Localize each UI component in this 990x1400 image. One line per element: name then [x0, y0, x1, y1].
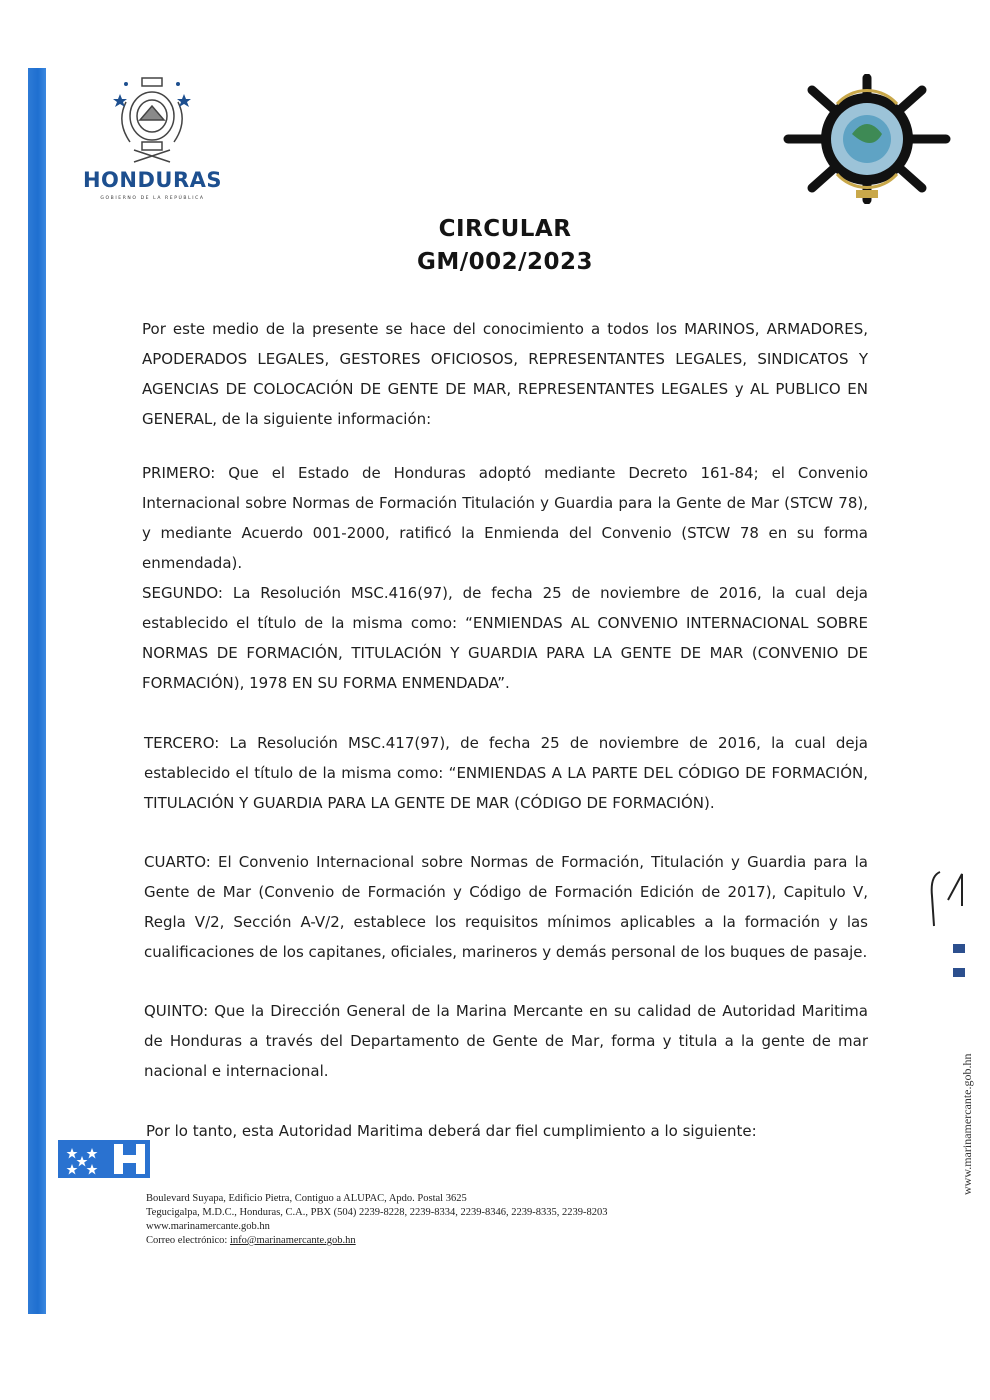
footer-address-line-2: Tegucigalpa, M.D.C., Honduras, C.A., PBX (504) 2239-8228, 2239-8334, 2239-8346, 2239-8335, 2239-8203: [146, 1207, 608, 1218]
side-marker-top: [953, 944, 965, 953]
footer-website[interactable]: www.marinamercante.gob.hn: [146, 1221, 270, 1232]
merchant-marine-seal: [782, 74, 952, 209]
title-line-number: GM/002/2023: [416, 249, 594, 275]
paragraph-intro: Por este medio de la presente se hace del conocimiento a todos los MARINOS, ARMADORES, APODERADOS LEGALES, GESTORES OFICIOSOS, REPRESENTANTES LEGALES, SINDICATOS Y AGENCIAS DE COLOCACIÓN DE GENTE DE MAR, REPRESENTANTES LEGALES y AL PUBLICO EN GENERAL, de la siguiente información:: [142, 320, 868, 428]
side-website: www.marinamercante.gob.hn: [960, 1053, 974, 1195]
h-flag-icon: [58, 1140, 150, 1178]
paragraph-quinto: QUINTO: Que la Dirección General de la Marina Mercante en su calidad de Autoridad Maritima de Honduras a través del Departamento de Gente de Mar, forma y titula a la gente de mar nacional e internacional.: [144, 1002, 868, 1080]
handwritten-initial-icon: [926, 866, 976, 930]
coat-of-arms-icon: [112, 72, 192, 168]
footer-email-label: Correo electrónico:: [146, 1235, 228, 1246]
paragraph-cuarto: CUARTO: El Convenio Internacional sobre Normas de Formación, Titulación y Guardia para la Gente de Mar (Convenio de Formación y Código de Formación Edición de 2017), Capitulo V, Regla V/2, Sección A-V/2, establece los requisitos mínimos aplicables a la formación y las cualificaciones de los capitanes, oficiales, marineros y demás personal de los buques de pasaje.: [144, 853, 868, 961]
footer-email-link[interactable]: info@marinamercante.gob.hn: [229, 1235, 356, 1246]
country-name: HONDURAS: [82, 168, 223, 192]
paragraph-tercero: TERCERO: La Resolución MSC.417(97), de fecha 25 de noviembre de 2016, la cual deja establecido el título de la misma como: “ENMIENDAS A LA PARTE DEL CÓDIGO DE FORMACIÓN, TITULACIÓN Y GUARDIA PARA LA GENTE DE MAR (CÓDIGO DE FORMACIÓN).: [144, 734, 868, 812]
paragraph-primero: PRIMERO: Que el Estado de Honduras adoptó mediante Decreto 161-84; el Convenio Internacional sobre Normas de Formación Titulación y Guardia para la Gente de Mar (STCW 78), y mediante Acuerdo 001-2000, ratificó la Enmienda del Convenio (STCW 78 en su forma enmendada).: [142, 464, 868, 572]
government-caption: GOBIERNO DE LA REPÚBLICA: [100, 196, 205, 201]
ship-wheel-icon: [782, 74, 952, 204]
footer-email-row: [146, 1234, 786, 1248]
left-accent-bar: [28, 68, 46, 1314]
footer-contact: [146, 1192, 786, 1248]
side-marker-bottom: [953, 968, 965, 977]
government-logo: [70, 68, 235, 208]
circular-title: [300, 213, 710, 279]
footer-address-line-1: Boulevard Suyapa, Edificio Pietra, Contiguo a ALUPAC, Apdo. Postal 3625: [146, 1193, 467, 1204]
paragraph-conclusion: Por lo tanto, esta Autoridad Maritima deberá dar fiel cumplimiento a lo siguiente:: [146, 1122, 757, 1140]
title-line-circular: CIRCULAR: [438, 216, 572, 242]
paragraph-segundo: SEGUNDO: La Resolución MSC.416(97), de fecha 25 de noviembre de 2016, la cual deja establecido el título de la misma como: “ENMIENDAS AL CONVENIO INTERNACIONAL SOBRE NORMAS DE FORMACIÓN, TITULACIÓN Y GUARDIA PARA LA GENTE DE MAR (CONVENIO DE FORMACIÓN), 1978 EN SU FORMA ENMENDADA”.: [142, 584, 868, 692]
honduras-h-logo: [58, 1140, 150, 1178]
